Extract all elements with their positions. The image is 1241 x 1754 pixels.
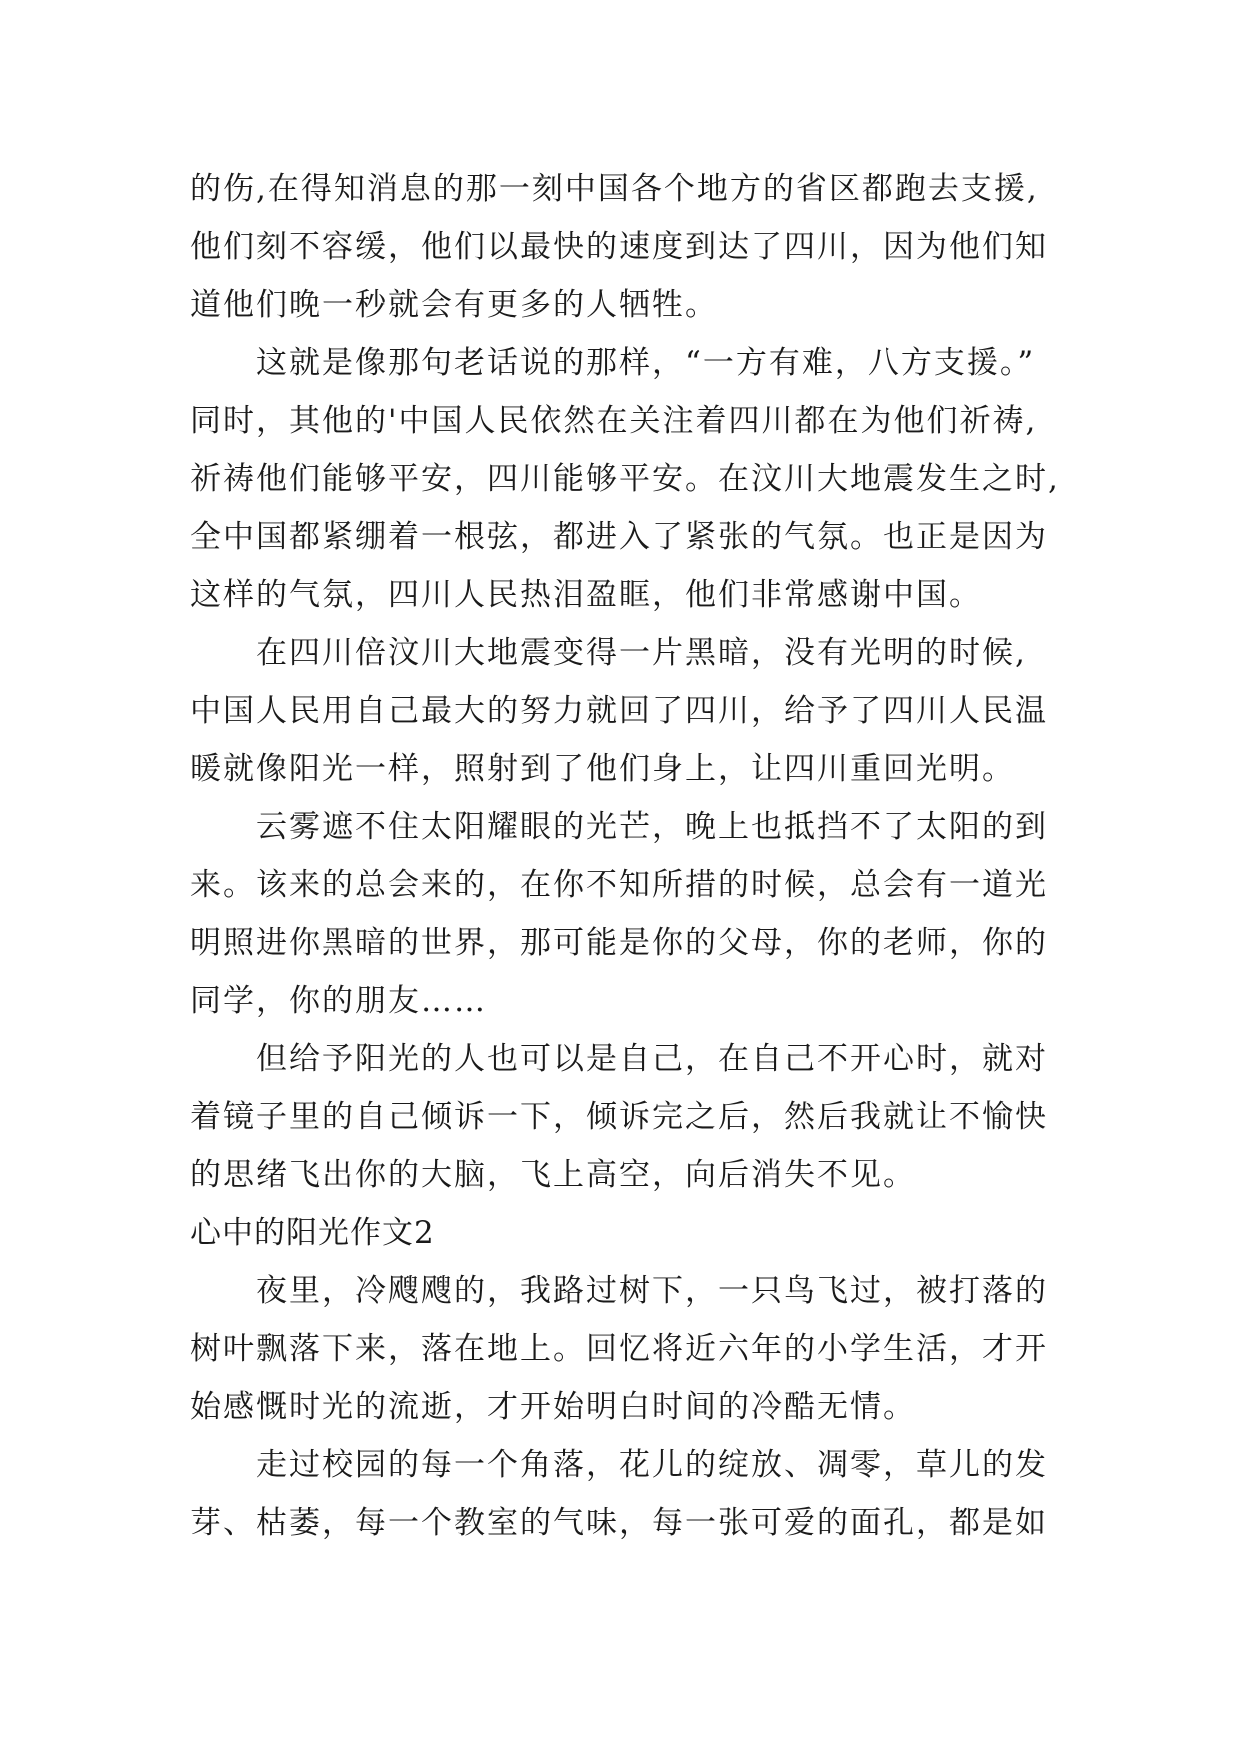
text-line: 同学，你的朋友…… [190,983,487,1019]
text-line: 的思绪飞出你的大脑，飞上高空，向后消失不见。 [190,1157,916,1193]
paragraph-start-line: 走过校园的每一个角落，花儿的绽放、凋零，草儿的发 [256,1447,1048,1483]
paragraph-start-line: 在四川倍汶川大地震变得一片黑暗，没有光明的时候, [256,635,1027,671]
text-line: 的伤,在得知消息的那一刻中国各个地方的省区都跑去支援, [190,171,1039,207]
text-line: 明照进你黑暗的世界，那可能是你的父母，你的老师，你的 [190,925,1048,961]
text-line: 这样的气氛，四川人民热泪盈眶，他们非常感谢中国。 [190,577,982,613]
text-line: 中国人民用自己最大的努力就回了四川，给予了四川人民温 [190,693,1048,729]
text-line: 着镜子里的自己倾诉一下，倾诉完之后，然后我就让不愉快 [190,1099,1048,1135]
text-line: 来。该来的总会来的，在你不知所措的时候，总会有一道光 [190,867,1048,903]
paragraph-start-line: 这就是像那句老话说的那样，“一方有难，八方支援。” [256,345,1036,381]
text-line: 芽、枯萎，每一个教室的气味，每一张可爱的面孔，都是如 [190,1505,1048,1541]
text-line: 道他们晚一秒就会有更多的人牺牲。 [190,287,718,323]
paragraph-start-line: 云雾遮不住太阳耀眼的光芒，晚上也抵挡不了太阳的到 [256,809,1048,845]
text-line: 始感慨时光的流逝，才开始明白时间的冷酷无情。 [190,1389,916,1425]
text-line: 祈祷他们能够平安，四川能够平安。在汶川大地震发生之时, [190,461,1060,497]
section-heading: 心中的阳光作文2 [190,1215,435,1251]
text-line: 同时，其他的'中国人民依然在关注着四川都在为他们祈祷, [190,403,1038,439]
text-line: 树叶飘落下来，落在地上。回忆将近六年的小学生活，才开 [190,1331,1048,1367]
body-text [190,160,1090,1552]
text-line: 暖就像阳光一样，照射到了他们身上，让四川重回光明。 [190,751,1015,787]
text-line: 他们刻不容缓，他们以最快的速度到达了四川，因为他们知 [190,229,1048,265]
paragraph-start-line: 夜里，冷飕飕的，我路过树下，一只鸟飞过，被打落的 [256,1273,1048,1309]
text-line: 全中国都紧绷着一根弦，都进入了紧张的气氛。也正是因为 [190,519,1048,555]
paragraph-start-line: 但给予阳光的人也可以是自己，在自己不开心时，就对 [256,1041,1048,1077]
